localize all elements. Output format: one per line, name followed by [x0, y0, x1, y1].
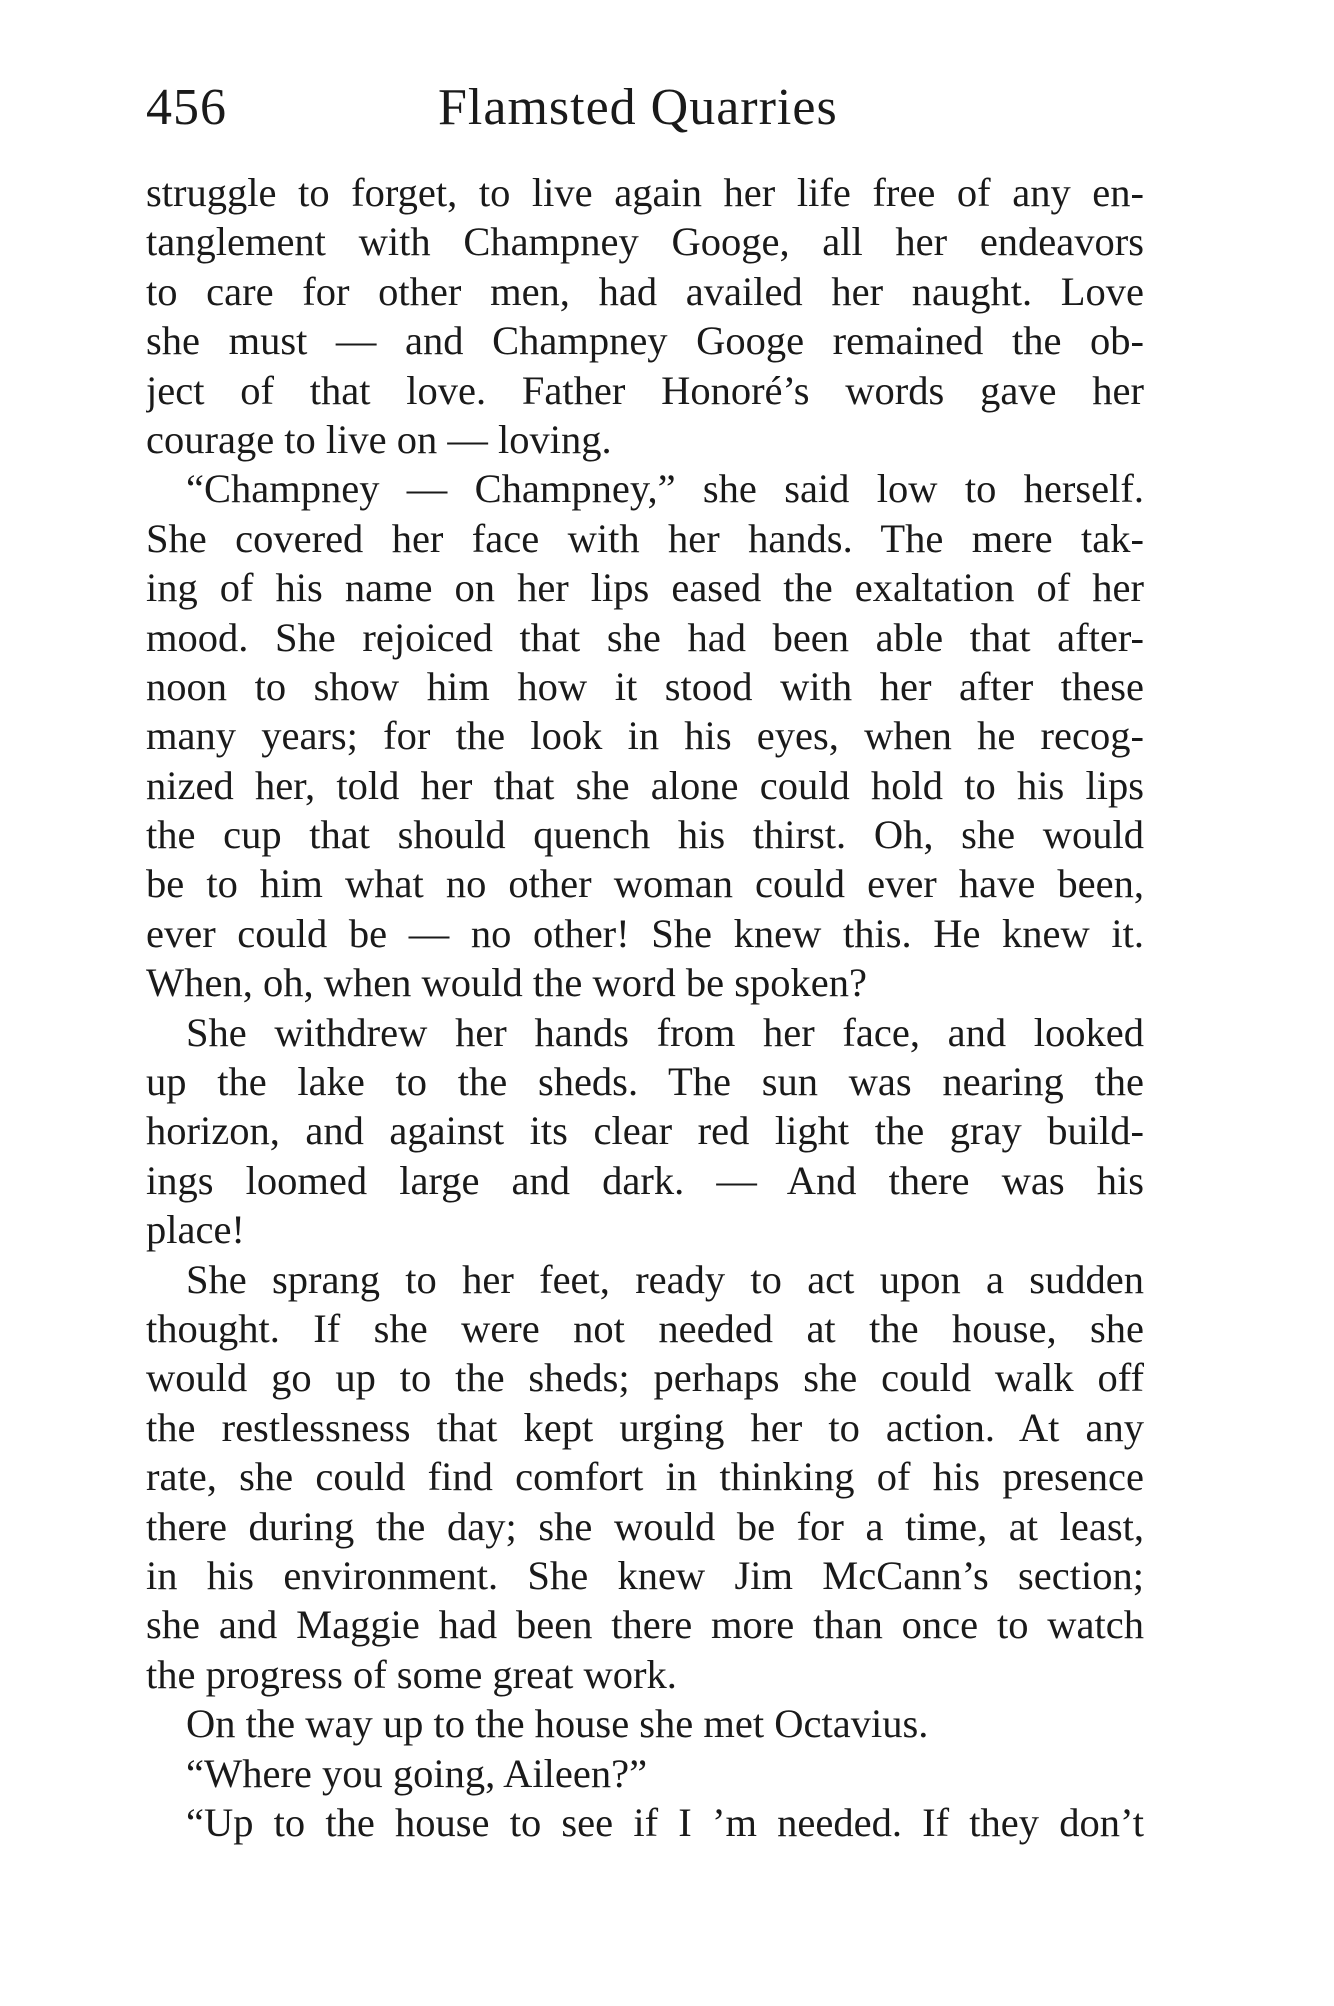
text-line: the progress of some great work.: [146, 1651, 677, 1697]
text-line: horizon, and against its clear red light the gray build-: [146, 1108, 1144, 1154]
text-line: to care for other men, had availed her naught. Love: [146, 268, 1144, 314]
text-line: nized her, told her that she alone could hold to his lips: [146, 762, 1144, 808]
text-line: ing of his name on her lips eased the exaltation of her: [146, 565, 1144, 611]
text-line: ings loomed large and dark. — And there was his: [146, 1157, 1144, 1203]
text-line: rate, she could find comfort in thinking of his presence: [146, 1454, 1144, 1500]
text-line: the cup that should quench his thirst. Oh, she would: [146, 812, 1144, 858]
text-line: “Up to the house to see if I ’m needed. If they don’t: [186, 1799, 1144, 1845]
text-line: in his environment. She knew Jim McCann’s section;: [146, 1552, 1144, 1598]
text-line: ject of that love. Father Honoré’s words gave her: [146, 367, 1144, 413]
text-line: She sprang to her feet, ready to act upon a sudden: [186, 1256, 1144, 1302]
text-line: many years; for the look in his eyes, when he recog-: [146, 713, 1144, 759]
text-line: thought. If she were not needed at the house, she: [146, 1305, 1144, 1351]
text-line: When, oh, when would the word be spoken?: [146, 960, 867, 1006]
text-line: she must — and Champney Googe remained the ob-: [146, 318, 1144, 364]
text-line: noon to show him how it stood with her after these: [146, 663, 1144, 709]
text-line: courage to live on — loving.: [146, 416, 612, 462]
text-line: place!: [146, 1207, 245, 1253]
text-line: be to him what no other woman could ever have been,: [146, 861, 1144, 907]
text-line: tanglement with Champney Googe, all her endeavors: [146, 219, 1144, 265]
text-line: would go up to the sheds; perhaps she could walk off: [146, 1355, 1144, 1401]
text-line: ever could be — no other! She knew this. He knew it.: [146, 910, 1144, 956]
text-line: there during the day; she would be for a time, at least,: [146, 1503, 1144, 1549]
body-text: [146, 168, 1144, 1847]
text-line: she and Maggie had been there more than once to watch: [146, 1602, 1144, 1648]
text-line: up the lake to the sheds. The sun was nearing the: [146, 1059, 1144, 1105]
text-line: struggle to forget, to live again her life free of any en-: [146, 170, 1144, 215]
text-line: “Champney — Champney,” she said low to herself.: [186, 466, 1144, 512]
page-header: [146, 78, 1146, 148]
page-number: 456: [146, 79, 227, 136]
running-title: Flamsted Quarries: [438, 79, 838, 136]
text-line: She withdrew her hands from her face, and looked: [186, 1009, 1144, 1055]
text-line: On the way up to the house she met Octavius.: [186, 1701, 929, 1747]
text-line: “Where you going, Aileen?”: [186, 1750, 648, 1796]
text-line: She covered her face with her hands. The mere tak-: [146, 515, 1144, 561]
text-line: mood. She rejoiced that she had been able that after-: [146, 614, 1144, 660]
text-line: the restlessness that kept urging her to action. At any: [146, 1404, 1144, 1450]
